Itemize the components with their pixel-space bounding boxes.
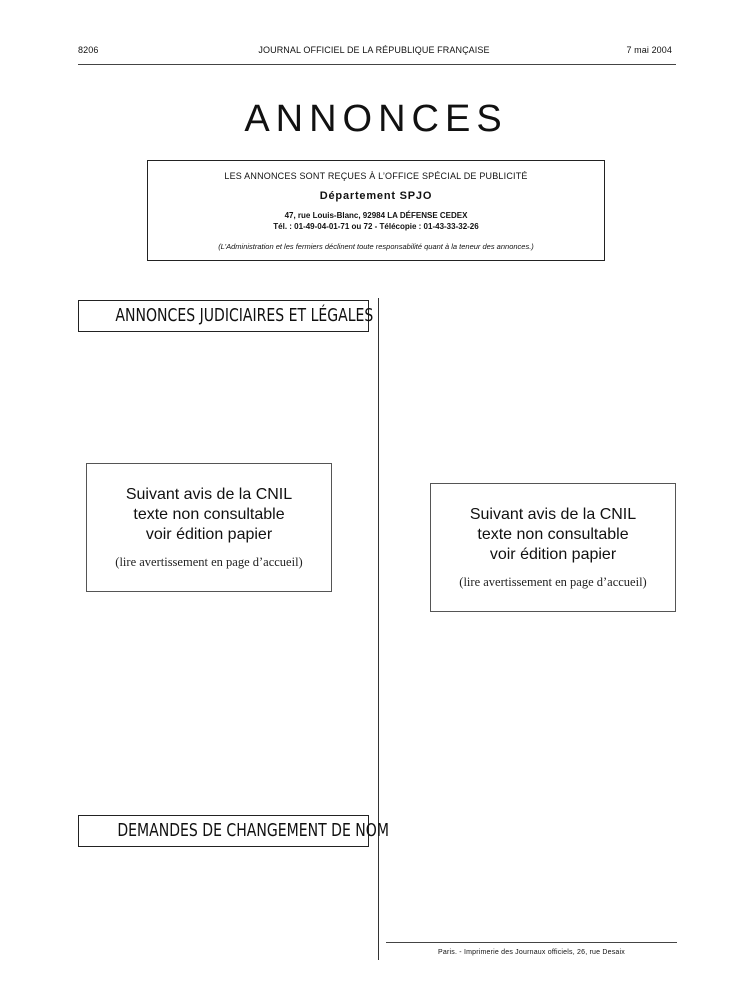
header-rule: [78, 64, 676, 65]
cnil-note: (lire avertissement en page d’accueil): [459, 575, 647, 589]
info-disclaimer: (L’Administration et les fermiers déclinent toute responsabilité quant à la teneur des annonces.): [218, 242, 534, 251]
cnil-notice-left: [86, 463, 332, 592]
printer-footer: Paris. - Imprimerie des Journaux officiels, 26, rue Desaix: [438, 949, 625, 956]
cnil-line-3: voir édition papier: [489, 546, 617, 563]
section-heading-name-change-label: DEMANDES DE CHANGEMENT DE NOM: [117, 820, 389, 841]
cnil-line-3: voir édition papier: [145, 526, 273, 543]
info-address: 47, rue Louis-Blanc, 92984 LA DÉFENSE CEDEX: [284, 211, 468, 220]
section-heading-judicial-label: ANNONCES JUDICIAIRES ET LÉGALES: [115, 305, 374, 326]
cnil-note: (lire avertissement en page d’accueil): [115, 555, 303, 569]
cnil-notice-right: [430, 483, 676, 612]
cnil-line-2: texte non consultable: [477, 526, 629, 543]
section-heading-judicial: [78, 300, 374, 332]
footer-rule: [386, 942, 677, 943]
info-phone: Tél. : 01-49-04-01-71 ou 72 - Télécopie : 01-43-33-32-26: [273, 222, 479, 231]
cnil-line-1: Suivant avis de la CNIL: [125, 486, 293, 503]
column-divider: [378, 298, 379, 960]
page-number: 8206: [78, 45, 99, 55]
advert-info-box: [147, 160, 605, 261]
info-intro: LES ANNONCES SONT REÇUES À L’OFFICE SPÉCIAL DE PUBLICITÉ: [224, 171, 528, 181]
section-heading-name-change: [78, 815, 389, 847]
journal-title: JOURNAL OFFICIEL DE LA RÉPUBLIQUE FRANÇAISE: [258, 45, 490, 55]
page-title: ANNONCES: [244, 98, 508, 140]
issue-date: 7 mai 2004: [626, 45, 672, 55]
info-department: Département SPJO: [319, 190, 433, 202]
cnil-line-1: Suivant avis de la CNIL: [469, 506, 637, 523]
cnil-line-2: texte non consultable: [133, 506, 285, 523]
